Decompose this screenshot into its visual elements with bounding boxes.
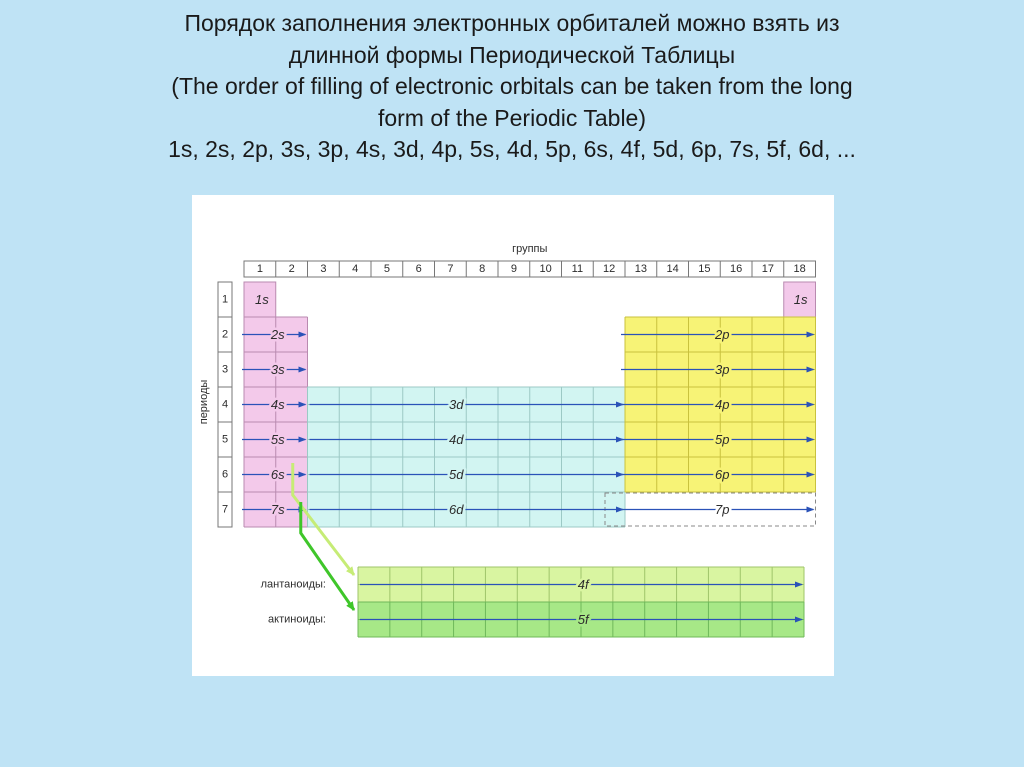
orbital-label-7p: 7p [715, 502, 730, 517]
group-number-1: 1 [256, 263, 263, 275]
group-number-16: 16 [730, 263, 743, 275]
group-number-13: 13 [634, 263, 647, 275]
group-number-7: 7 [447, 263, 454, 275]
period-number-3: 3 [221, 363, 229, 376]
title-line-en-2: form of the Periodic Table) [377, 104, 647, 131]
f-row-label-4f: лантаноиды: [260, 578, 326, 591]
group-number-3: 3 [320, 263, 327, 275]
group-number-9: 9 [510, 263, 517, 275]
orbital-label-3d: 3d [449, 397, 464, 412]
group-number-2: 2 [288, 263, 295, 275]
orbital-label-2p: 2p [715, 327, 730, 342]
period-number-7: 7 [221, 503, 229, 516]
group-number-18: 18 [793, 263, 806, 275]
periods-label: периоды [198, 379, 210, 425]
orbital-label-5f: 5f [577, 612, 589, 627]
orbital-label-3p: 3p [715, 362, 730, 377]
orbital-label-5p: 5p [715, 432, 730, 447]
orbital-label-4f: 4f [577, 577, 589, 592]
periodic-table-diagram [192, 195, 834, 676]
orbital-label-6s: 6s [270, 467, 285, 482]
group-number-5: 5 [383, 263, 390, 275]
period-number-2: 2 [221, 328, 229, 341]
orbital-label-1s-h: 1s [255, 292, 269, 307]
filling-order-sequence: 1s, 2s, 2p, 3s, 3p, 4s, 3d, 4p, 5s, 4d, 5p, 6s, 4f, 5d, 6p, 7s, 5f, 6d, ... [168, 136, 856, 162]
orbital-label-6p: 6p [715, 467, 730, 482]
orbital-label-1s-he: 1s [793, 292, 808, 307]
group-number-4: 4 [352, 263, 359, 275]
title-line-ru-1: Порядок заполнения электронных орбиталей можно взять из [184, 10, 840, 36]
group-number-17: 17 [761, 263, 774, 275]
period-number-6: 6 [221, 468, 229, 481]
period-number-5: 5 [221, 433, 229, 446]
slide-title [60, 8, 964, 166]
orbital-label-7s: 7s [270, 502, 285, 517]
orbital-label-4d: 4d [449, 432, 464, 447]
periodic-table-panel [192, 195, 834, 676]
orbital-label-5d: 5d [449, 467, 464, 482]
group-number-11: 11 [571, 263, 584, 275]
orbital-label-4s: 4s [270, 397, 285, 412]
orbital-label-4p: 4p [715, 397, 730, 412]
orbital-label-6d: 6d [449, 502, 464, 517]
orbital-label-3s: 3s [270, 362, 285, 377]
orbital-label-5s: 5s [270, 432, 285, 447]
group-number-8: 8 [479, 263, 486, 275]
period-number-1: 1 [221, 293, 229, 306]
group-number-14: 14 [666, 263, 679, 275]
title-line-en-1: (The order of filling of electronic orbitals can be taken from the long [171, 73, 853, 99]
f-row-label-5f: актиноиды: [268, 613, 326, 626]
title-line-ru-2: длинной формы Периодической Таблицы [288, 41, 736, 68]
group-number-10: 10 [539, 263, 552, 275]
group-number-15: 15 [698, 263, 711, 275]
group-number-12: 12 [603, 263, 616, 275]
groups-label: группы [512, 243, 548, 255]
group-number-6: 6 [415, 263, 422, 275]
period-number-4: 4 [221, 398, 229, 411]
orbital-label-2s: 2s [270, 327, 285, 342]
